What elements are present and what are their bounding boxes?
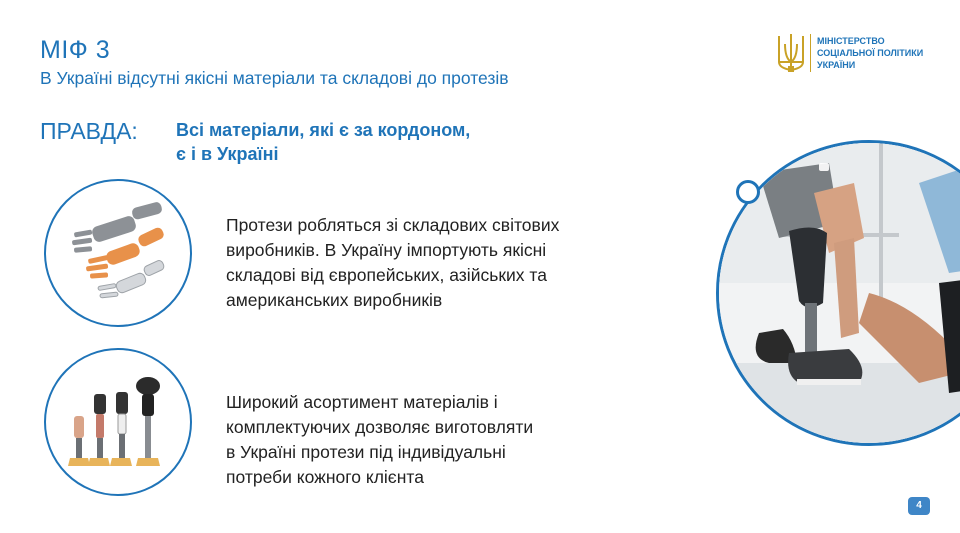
prosthetic-legs-image bbox=[44, 348, 192, 496]
truth-text: Всі матеріали, які є за кордоном, є і в Україні bbox=[176, 120, 471, 164]
prosthetic-hands-image bbox=[44, 179, 192, 327]
decorative-ring bbox=[736, 180, 760, 204]
logo-divider bbox=[810, 34, 811, 72]
trident-icon bbox=[776, 32, 806, 74]
myth-subtitle: В Україні відсутні якісні матеріали та складові до протезів bbox=[40, 68, 509, 88]
myth-title: МІФ 3 bbox=[40, 36, 111, 64]
ministry-logo bbox=[776, 32, 946, 74]
point-text-2: Широкий асортимент матеріалів і комплектуючих дозволяє виготовляти в Україні протези під індивідуальні потреби кожного клієнта bbox=[226, 392, 534, 487]
prosthetic-legs-illustration bbox=[46, 350, 190, 494]
ministry-name: МІНІСТЕРСТВО СОЦІАЛЬНОЇ ПОЛІТИКИ УКРАЇНИ bbox=[817, 36, 924, 70]
prosthetic-hands-illustration bbox=[46, 181, 190, 325]
page-number: 4 bbox=[908, 497, 930, 515]
truth-label: ПРАВДА: bbox=[40, 118, 138, 144]
point-text-1: Протези робляться зі складових світових виробників. В Україну імпортують якісні складові від європейських, азійських та американських виробників bbox=[226, 215, 560, 310]
